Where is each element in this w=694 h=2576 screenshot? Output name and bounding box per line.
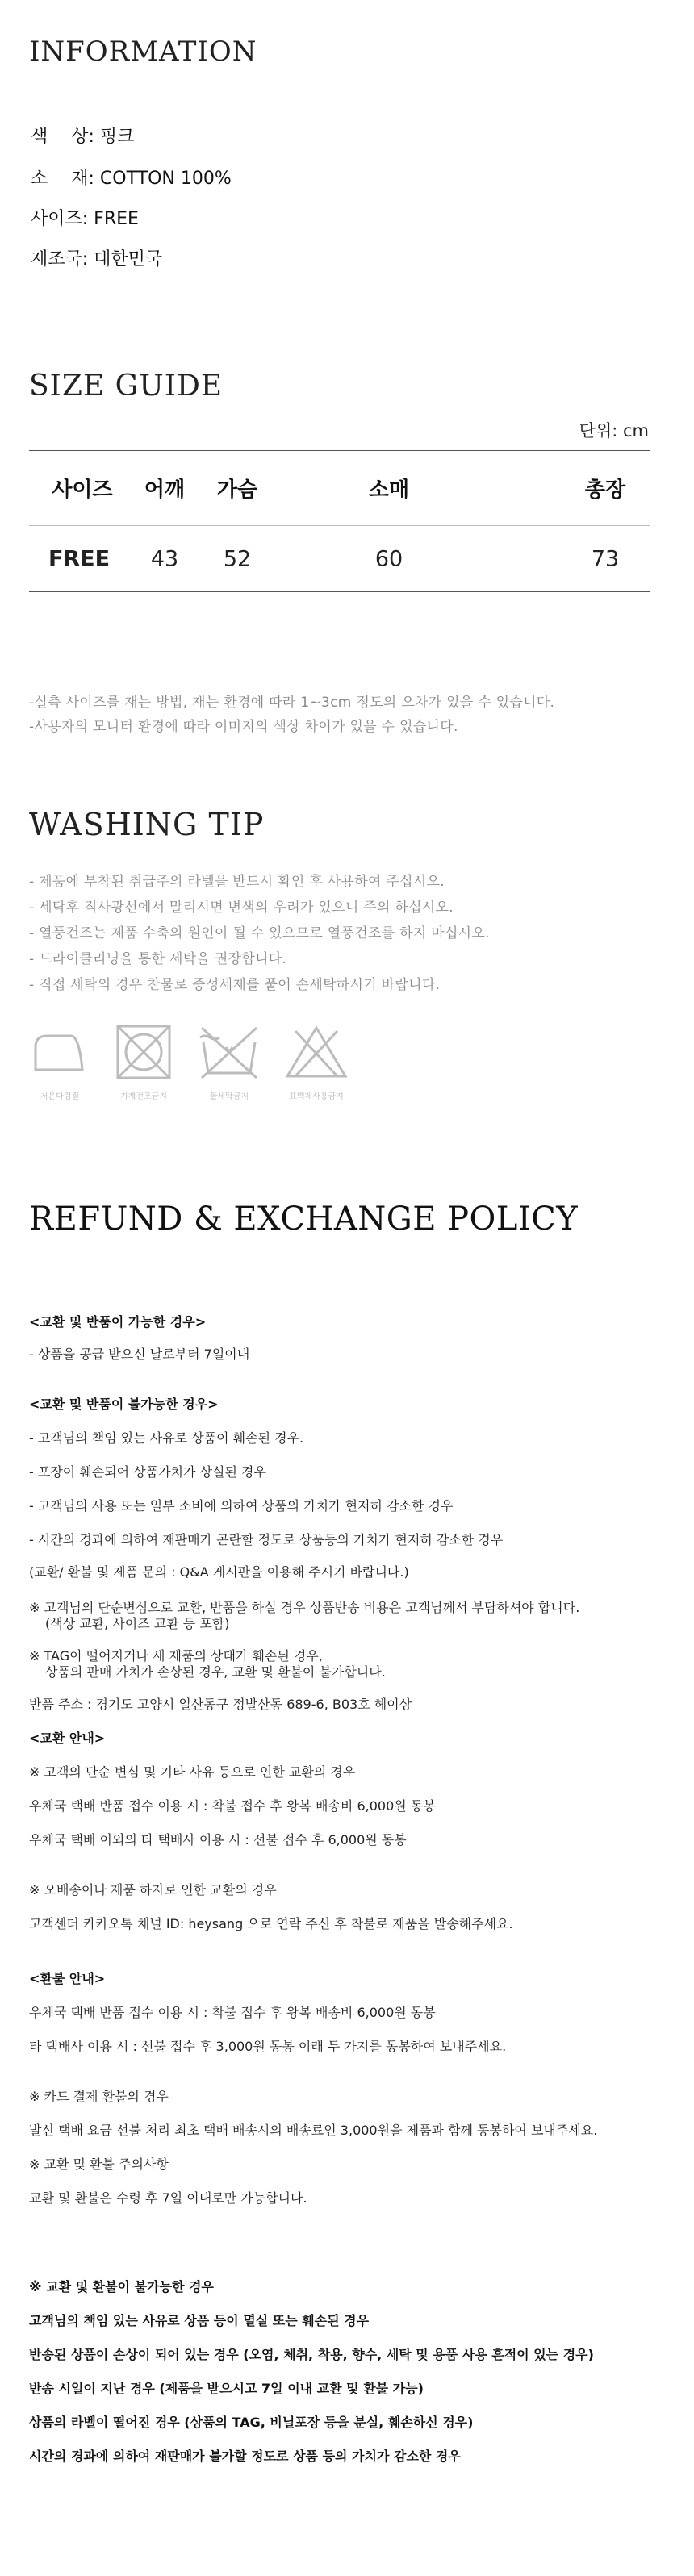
care-item-no-wash — [197, 1023, 261, 1101]
policy-line: 반송된 상품이 손상이 되어 있는 경우 (오염, 체취, 착용, 향수, 세탁 및 용품 사용 흔적이 있는 경우) — [29, 2347, 594, 2362]
policy-line: 고객님의 책임 있는 사유로 상품 등이 멸실 또는 훼손된 경우 — [29, 2313, 370, 2328]
policy-line: (교환/ 환불 및 제품 문의 : Q&A 게시판을 이용해 주시기 바랍니다.) — [29, 1564, 409, 1580]
header-shoulder: 어깨 — [144, 478, 186, 503]
policy-heading: <교환 및 반품이 불가능한 경우> — [29, 1397, 219, 1412]
no-wash-icon — [197, 1023, 261, 1081]
wash-line: - 세탁후 직사광선에서 말리시면 변색의 우려가 있으니 주의 하십시오. — [29, 900, 454, 916]
policy-line: 상품의 판매 가치가 손상된 경우, 교환 및 환불이 불가합니다. — [45, 1664, 386, 1680]
header-sleeve: 소매 — [368, 478, 410, 503]
policy-line: 우체국 택배 반품 접수 이용 시 : 착불 접수 후 왕복 배송비 6,000원 동봉 — [29, 2005, 436, 2020]
policy-line: ※ TAG이 떨어지거나 새 제품의 상태가 훼손된 경우, — [29, 1648, 323, 1664]
policy-line: 반송 시일이 지난 경우 (제품을 받으시고 7일 이내 교환 및 환불 가능) — [29, 2381, 424, 2396]
care-label: 기계건조금지 — [120, 1092, 167, 1101]
care-item-no-bleach — [284, 1023, 349, 1101]
policy-line: ※ 교환 및 환불 주의사항 — [29, 2156, 169, 2172]
info-value: COTTON 100% — [99, 169, 232, 189]
care-label: 표백제사용금지 — [289, 1092, 344, 1101]
size-guide-title: SIZE GUIDE — [29, 369, 224, 403]
policy-heading: <환불 안내> — [29, 1971, 106, 1986]
cell-chest: 52 — [223, 546, 252, 571]
policy-line: ※ 고객의 단순 변심 및 기타 사유 등으로 인한 교환의 경우 — [29, 1764, 356, 1780]
policy-line: 시간의 경과에 의하여 재판매가 불가할 정도로 상품 등의 가치가 감소한 경우 — [29, 2449, 461, 2464]
policy-line: - 고객님의 사용 또는 일부 소비에 의하여 상품의 가치가 현저히 감소한 경우 — [29, 1498, 454, 1513]
policy-line: (색상 교환, 사이즈 교환 등 포함) — [45, 1616, 230, 1631]
size-unit: 단위: cm — [579, 421, 649, 440]
size-table-header — [29, 451, 650, 525]
wash-line: - 제품에 부착된 취급주의 라벨을 반드시 확인 후 사용하여 주십시오. — [29, 874, 445, 890]
info-material — [31, 165, 232, 190]
size-table — [29, 450, 650, 592]
info-value: 대한민국 — [94, 249, 163, 269]
cell-size: FREE — [48, 546, 111, 571]
policy-heading: ※ 교환 및 환불이 불가능한 경우 — [29, 2279, 214, 2294]
policy-line: 상품의 라벨이 떨어진 경우 (상품의 TAG, 비닐포장 등을 분실, 훼손하신 경우) — [29, 2415, 474, 2430]
info-key: 제조국: — [31, 249, 89, 269]
info-key: 색 상: — [31, 127, 94, 147]
info-key: 사이즈: — [31, 209, 89, 229]
policy-line: ※ 고객님의 단순변심으로 교환, 반품을 하실 경우 상품반송 비용은 고객님께서 부담하셔야 합니다. — [29, 1600, 580, 1615]
policy-line: 타 택배사 이용 시 : 선불 접수 후 3,000원 동봉 이래 두 가지를 동봉하여 보내주세요. — [29, 2039, 507, 2054]
no-bleach-icon — [284, 1023, 349, 1081]
info-color — [31, 123, 134, 148]
cell-shoulder: 43 — [150, 546, 179, 571]
policy-line: 우체국 택배 이외의 타 택배사 이용 시 : 선불 접수 후 6,000원 동봉 — [29, 1832, 407, 1847]
table-row — [29, 525, 650, 591]
info-origin — [31, 245, 162, 270]
wash-line: - 열풍건조는 제품 수축의 원인이 될 수 있으므로 열풍건조를 하지 마십시오. — [29, 925, 490, 941]
care-item-no-tumble-dry — [111, 1023, 176, 1101]
policy-line: - 시간의 경과에 의하여 재판매가 곤란할 정도로 상품등의 가치가 현저히 감소한 경우 — [29, 1532, 504, 1547]
care-item-iron — [27, 1023, 92, 1101]
cell-length: 73 — [591, 546, 620, 571]
wash-line: - 드라이클리닝을 통한 세탁을 권장합니다. — [29, 951, 287, 967]
info-key: 소 재: — [31, 169, 94, 189]
info-value: FREE — [94, 209, 139, 229]
info-size — [31, 205, 139, 230]
policy-line: 반품 주소 : 경기도 고양시 일산동구 정발산동 689-6, B03호 헤이상 — [29, 1697, 412, 1712]
header-size: 사이즈 — [52, 478, 113, 503]
size-note: -실측 사이즈를 재는 방법, 재는 환경에 따라 1~3cm 정도의 오차가 있을 수 있습니다. — [29, 695, 555, 711]
policy-line: - 포장이 훼손되어 상품가치가 상실된 경우 — [29, 1464, 266, 1480]
policy-line: ※ 카드 결제 환불의 경우 — [29, 2089, 169, 2104]
policy-line: 발신 택배 요금 선불 처리 최초 택배 배송시의 배송료인 3,000원을 제품과 함께 동봉하여 보내주세요. — [29, 2123, 598, 2138]
no-tumble-dry-icon — [115, 1023, 173, 1081]
header-length: 총장 — [584, 478, 626, 503]
iron-icon — [31, 1023, 89, 1081]
policy-line: - 고객님의 책임 있는 사유로 상품이 훼손된 경우. — [29, 1430, 304, 1446]
policy-line: - 상품을 공급 받으신 날로부터 7일이내 — [29, 1346, 250, 1362]
refund-policy-title: REFUND & EXCHANGE POLICY — [29, 1200, 579, 1238]
policy-line: ※ 오배송이나 제품 하자로 인한 교환의 경우 — [29, 1882, 277, 1898]
policy-line: 교환 및 환불은 수령 후 7일 이내로만 가능합니다. — [29, 2190, 307, 2206]
washing-tip-title: WASHING TIP — [29, 807, 265, 842]
policy-heading: <교환 및 반품이 가능한 경우> — [29, 1314, 207, 1330]
policy-line: 고객센터 카카오톡 채널 ID: heysang 으로 연락 주신 후 착불로 제품을 발송해주세요. — [29, 1916, 513, 1931]
policy-heading: <교환 안내> — [29, 1731, 106, 1746]
care-label: 저온다림질 — [40, 1092, 80, 1101]
policy-line: 우체국 택배 반품 접수 이용 시 : 착불 접수 후 왕복 배송비 6,000원 동봉 — [29, 1798, 436, 1814]
cell-sleeve: 60 — [374, 546, 403, 571]
header-chest: 가슴 — [216, 478, 258, 503]
care-label: 물세탁금지 — [209, 1092, 249, 1101]
size-note: -사용자의 모니터 환경에 따라 이미지의 색상 차이가 있을 수 있습니다. — [29, 719, 458, 735]
info-value: 핑크 — [99, 127, 135, 147]
wash-line: - 직접 세탁의 경우 찬물로 중성세제를 풀어 손세탁하시기 바랍니다. — [29, 977, 441, 993]
information-title: INFORMATION — [29, 35, 257, 68]
